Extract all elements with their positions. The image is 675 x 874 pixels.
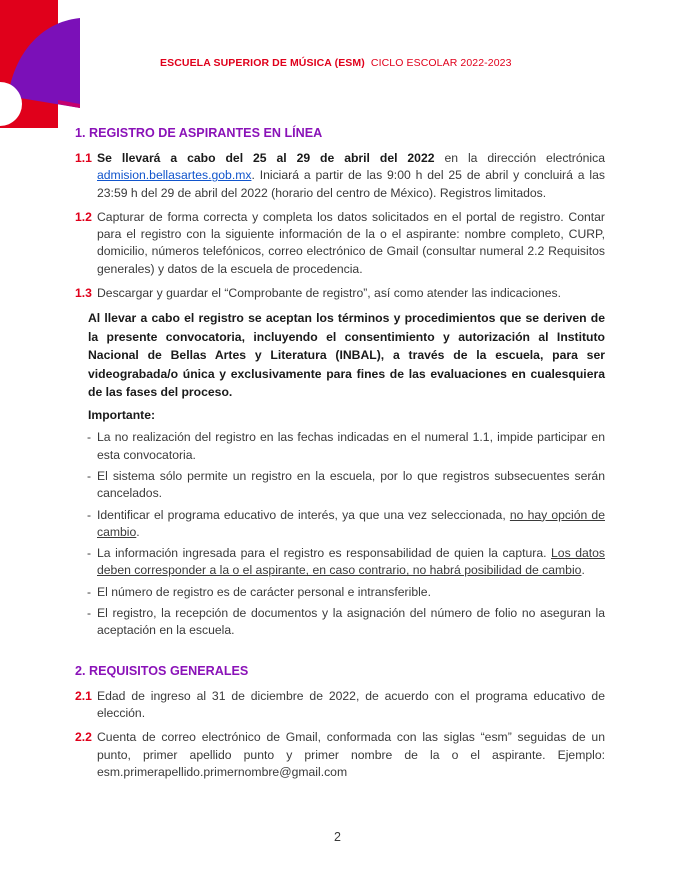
item-number: 1.3 — [75, 286, 92, 301]
item-text: Edad de ingreso al 31 de diciembre de 2022, de acuerdo con el programa educativo de elección. — [97, 688, 605, 720]
admission-link[interactable]: admision.bellasartes.gob.mx — [97, 168, 252, 183]
item-text — [97, 150, 605, 202]
section-1-title: 1. REGISTRO DE ASPIRANTES EN LÍNEA — [75, 126, 323, 140]
bullet-dash: - — [87, 507, 92, 522]
document-header — [160, 57, 512, 69]
bullet-text-post: . — [581, 563, 585, 578]
list-item — [75, 729, 605, 781]
item-bold-text: Se llevará a cabo del 25 al 29 de abril del 2022 — [97, 151, 435, 165]
item-number: 2.2 — [75, 730, 92, 745]
bullet-text-main: La información ingresada para el registro es responsabilidad de quien la captura. — [97, 546, 552, 561]
item-text: Descargar y guardar el “Comprobante de registro”, así como atender las indicaciones. — [97, 286, 562, 301]
important-label: Importante: — [88, 408, 156, 423]
item-text: Capturar de forma correcta y completa los datos solicitados en el portal de registro. Contar para el registro con la siguiente información de la o el aspirante: nombre completo, CURP, domicilio, números telefónicos, correo electrónico de Gmail (consultar numeral 2.2 Requisitos generales) y datos de la escuela de procedencia. — [97, 209, 605, 276]
bullet-text — [97, 545, 605, 580]
bullet-text-post: . — [136, 524, 140, 539]
bullet-item — [75, 429, 605, 464]
school-cycle: CICLO ESCOLAR 2022-2023 — [370, 57, 512, 69]
consent-paragraph: Al llevar a cabo el registro se aceptan los términos y procedimientos que se deriven de la presente convocatoria, incluyendo el consentimiento y autorización al Instituto Nacional de Bellas Artes y Literatura (INBAL), a través de la escuela, para ser videograbada/o única y exclusivamente para fines de las evaluaciones en cualesquiera de las fases del proceso. — [88, 311, 605, 399]
bullet-item — [75, 605, 605, 640]
school-name: ESCUELA SUPERIOR DE MÚSICA (ESM) — [160, 57, 365, 69]
bullet-text-main: Identificar el programa educativo de interés, ya que una vez seleccionada, — [97, 507, 510, 522]
bullet-dash: - — [87, 606, 92, 621]
bullet-text: El registro, la recepción de documentos y la asignación del número de folio no aseguran la aceptación en la escuela. — [97, 606, 605, 638]
bullet-dash: - — [87, 546, 92, 561]
list-item — [75, 150, 605, 202]
inbal-logo-graphic — [0, 0, 82, 128]
list-item — [75, 285, 605, 302]
bullet-text: La no realización del registro en las fechas indicadas en el numeral 1.1, impide participar en esta convocatoria. — [97, 430, 605, 462]
list-item — [75, 209, 605, 278]
bullet-item — [75, 584, 605, 601]
item-number: 1.2 — [75, 209, 92, 224]
bullet-text-underlined: no hay opción de cambio — [97, 507, 605, 539]
bullet-text: El sistema sólo permite un registro en la escuela, por lo que registros subsecuentes serán cancelados. — [97, 469, 605, 501]
item-text: Cuenta de correo electrónico de Gmail, conformada con las siglas “esm” seguidas de un punto, primer apellido punto y primer nombre de la o el aspirante. Ejemplo: esm.primerapellido.primernombre@gmail.com — [97, 730, 605, 779]
bullet-item — [75, 468, 605, 503]
section-2-title: 2. REQUISITOS GENERALES — [75, 663, 249, 678]
page-number: 2 — [334, 830, 341, 844]
bullet-dash: - — [87, 469, 92, 483]
bullet-item — [75, 507, 605, 542]
item-number: 1.1 — [75, 151, 92, 165]
bullet-text-underlined: Los datos deben corresponder a la o el aspirante, en caso contrario, no habrá posibilidad de cambio — [97, 546, 606, 578]
bullet-text — [97, 507, 605, 542]
document-body — [75, 126, 605, 788]
item-text-post: . Iniciará a partir de las 9:00 h del 25 de abril y concluirá a las 23:59 h del 29 de abril del 2022 (horario del centro de México). Registros limitados. — [97, 168, 605, 200]
item-number: 2.1 — [75, 688, 92, 703]
bullet-dash: - — [87, 430, 92, 445]
bullet-text: El número de registro es de carácter personal e intransferible. — [97, 584, 431, 599]
list-item — [75, 688, 605, 723]
bullet-dash: - — [87, 584, 92, 599]
item-text-pre: en la dirección electrónica — [434, 151, 605, 165]
bullet-item — [75, 545, 605, 580]
